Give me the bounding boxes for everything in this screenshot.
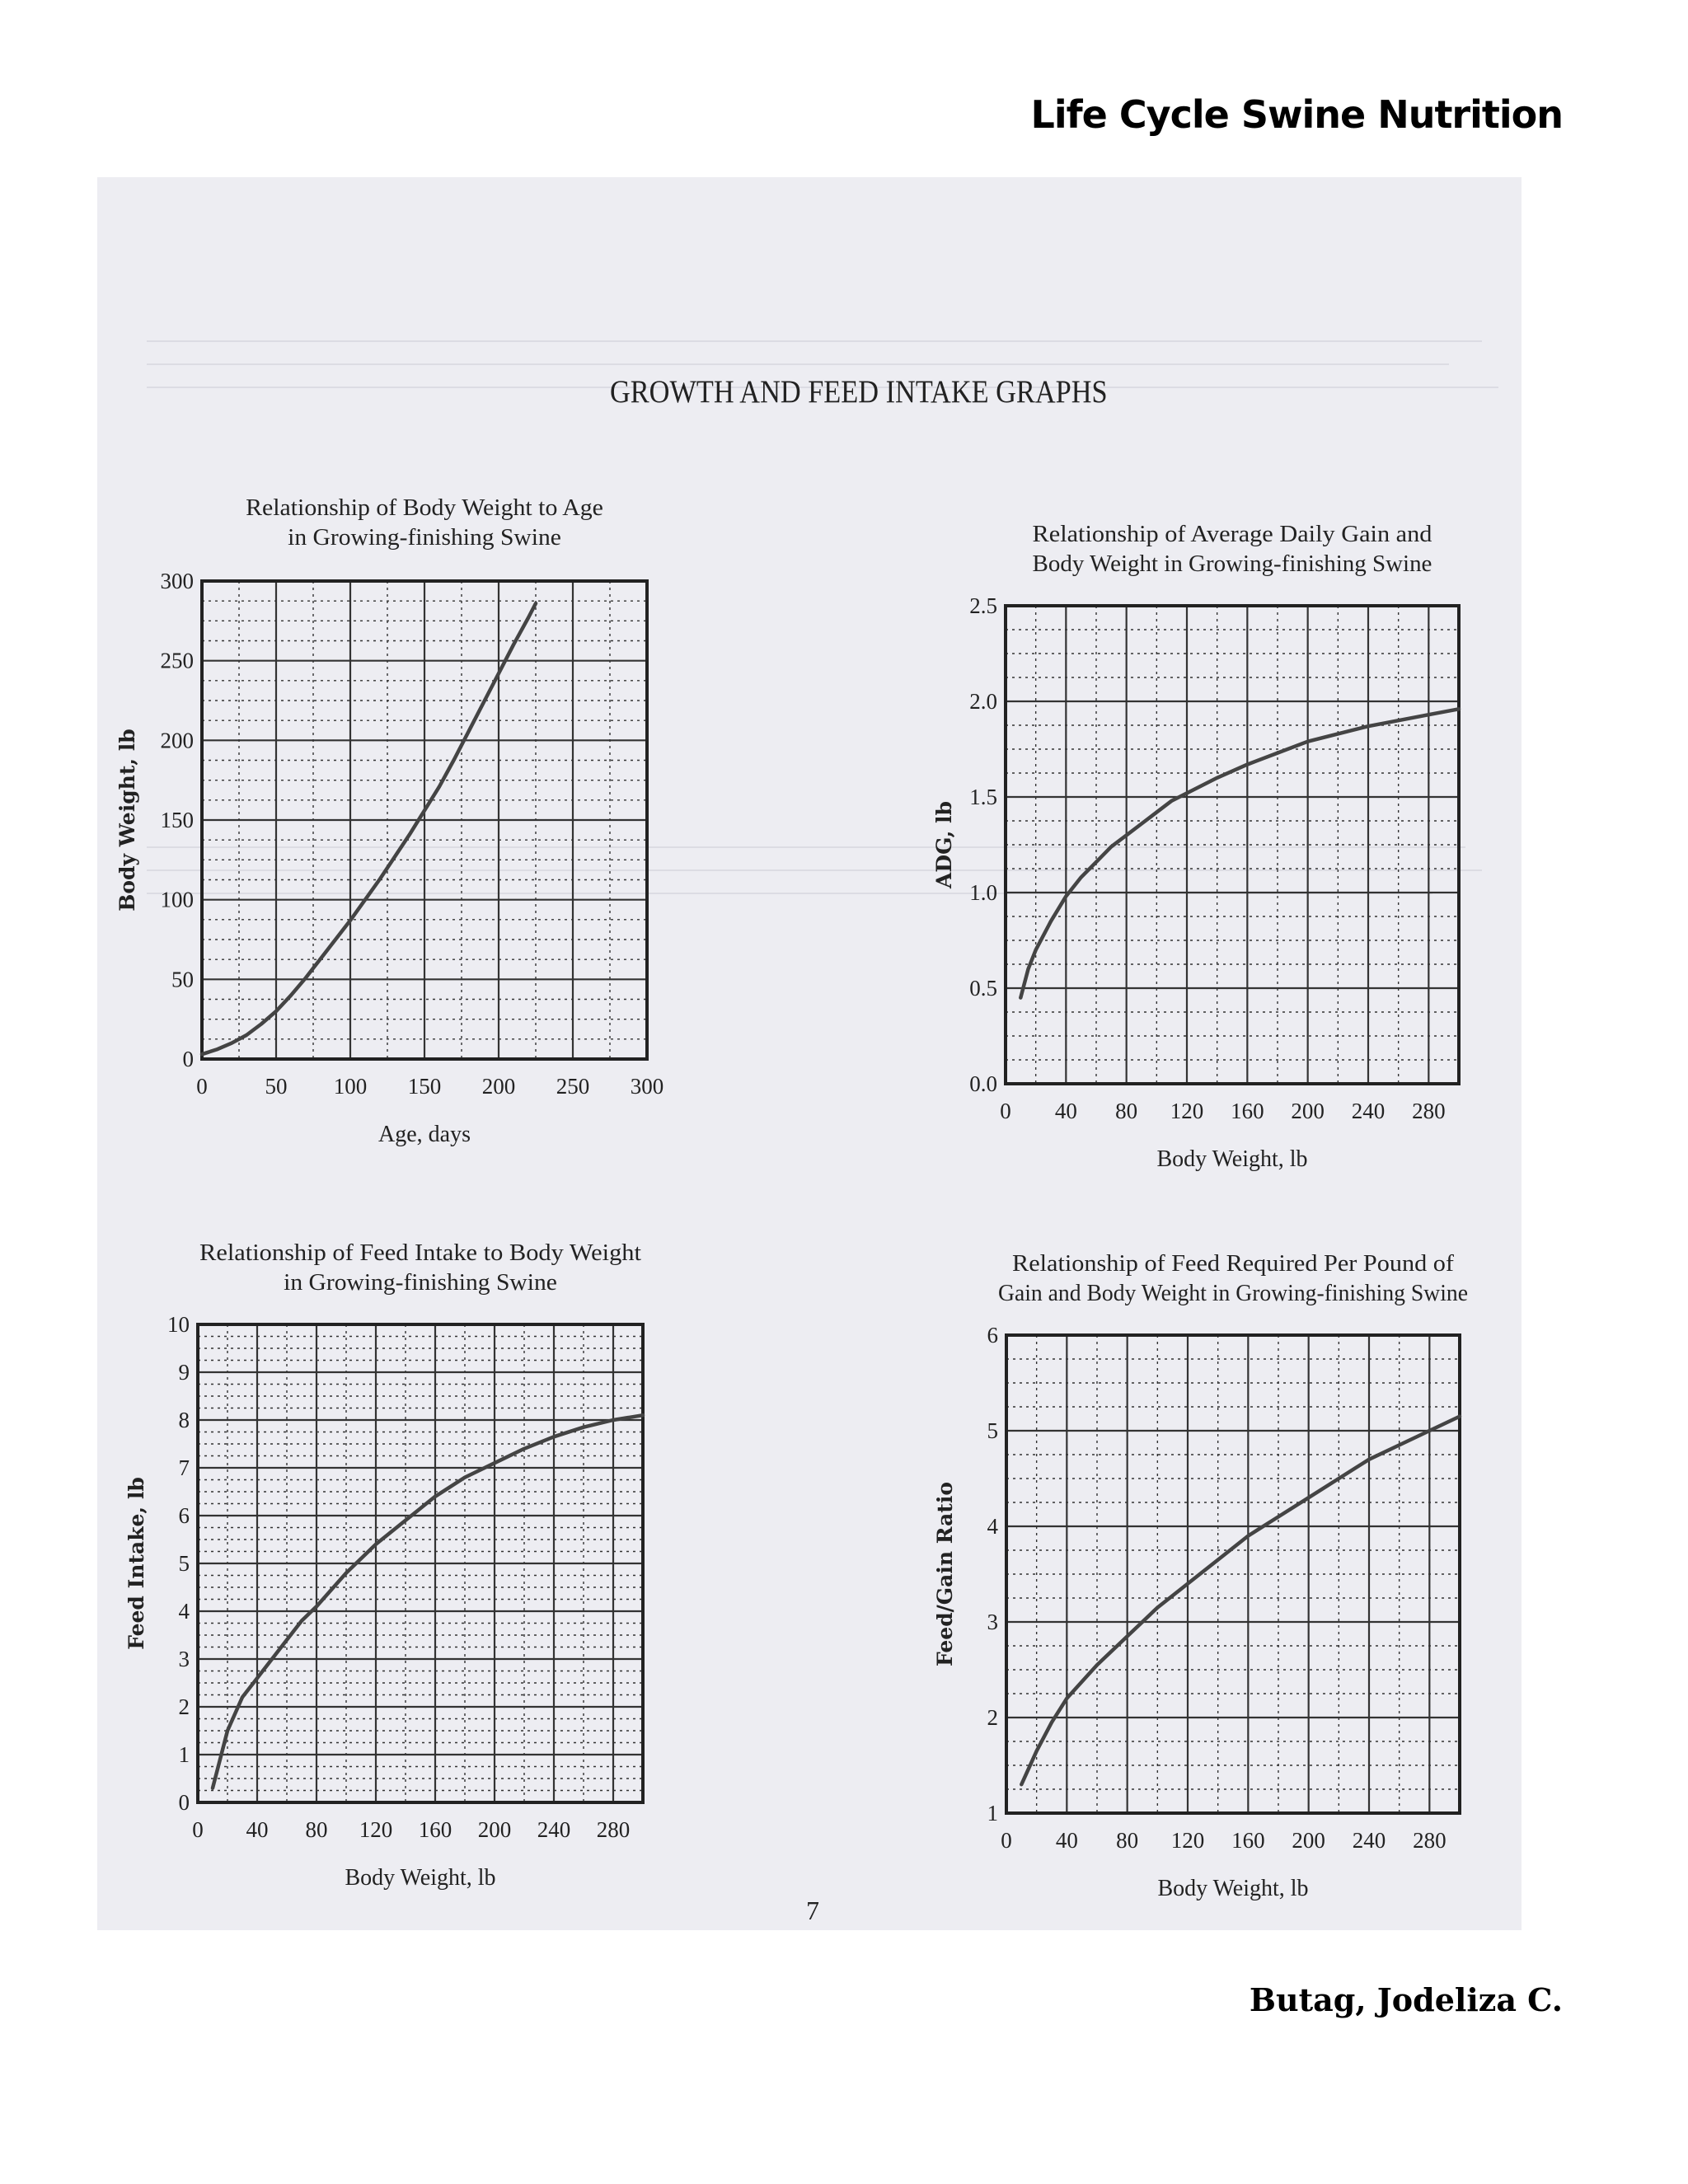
chart-title: Relationship of Body Weight to Age [246, 494, 603, 521]
data-point [1020, 1783, 1024, 1786]
x-tick-label: 280 [1413, 1828, 1447, 1853]
y-tick-label: 10 [167, 1312, 190, 1337]
y-tick-label: 1 [987, 1801, 998, 1825]
y-tick-label: 2 [987, 1705, 998, 1730]
data-point [1276, 752, 1279, 755]
y-tick-label: 0 [182, 1047, 194, 1071]
x-tick-label: 200 [1292, 1828, 1325, 1853]
x-axis-label: Body Weight, lb [1157, 1876, 1309, 1901]
chart-svg [97, 482, 1522, 1174]
data-point [1247, 1535, 1250, 1538]
data-point [1217, 1558, 1220, 1562]
chart-title: Relationship of Feed Intake to Body Weight [199, 1240, 641, 1266]
x-tick-label: 80 [1116, 1828, 1139, 1853]
header-title: Life Cycle Swine Nutrition [1030, 92, 1563, 137]
y-axis-label: Body Weight, lb [115, 729, 139, 912]
y-tick-label: 100 [160, 887, 194, 912]
data-point [1246, 763, 1250, 766]
y-tick-label: 0.5 [969, 976, 997, 1001]
series-line [1021, 1417, 1460, 1785]
data-point [1428, 713, 1431, 716]
y-tick-label: 5 [987, 1418, 998, 1443]
y-axis-label: Feed/Gain Ratio [933, 1482, 957, 1666]
data-point [1458, 1415, 1461, 1418]
bleed-through-line [147, 363, 1449, 365]
x-axis-label: Body Weight, lb [345, 1865, 496, 1891]
chart-minor-grid [1006, 606, 1459, 1084]
x-axis-label: Age, days [378, 1122, 471, 1147]
x-tick-label: 300 [630, 1074, 664, 1099]
data-point [1110, 846, 1114, 849]
x-tick-label: 200 [481, 1074, 516, 1099]
data-point [1367, 1458, 1371, 1461]
data-point [1398, 1444, 1401, 1447]
data-point [1065, 895, 1068, 898]
y-axis-label: ADG, lb [932, 801, 956, 888]
x-axis-label: Body Weight, lb [1156, 1146, 1308, 1172]
data-point [1095, 860, 1098, 864]
series-line [1020, 709, 1459, 997]
x-tick-label: 280 [596, 1817, 631, 1842]
y-tick-label: 4 [987, 1514, 998, 1539]
y-tick-label: 150 [160, 808, 194, 832]
x-tick-label: 80 [1115, 1099, 1138, 1123]
x-tick-label: 0 [1001, 1828, 1012, 1853]
data-point [1035, 1750, 1039, 1753]
x-tick-label: 120 [1170, 1099, 1204, 1123]
data-point [1307, 1496, 1311, 1499]
data-point [1428, 1429, 1432, 1432]
data-point [1338, 1477, 1341, 1480]
x-tick-label: 250 [556, 1074, 590, 1099]
scanned-page [97, 177, 1522, 1930]
data-point [1034, 949, 1038, 952]
chart-feed-gain-vs-body-weight [97, 1240, 1522, 1930]
y-tick-label: 8 [178, 1408, 190, 1432]
bleed-through-line [147, 340, 1482, 342]
x-tick-label: 160 [1231, 1099, 1264, 1123]
x-tick-label: 240 [537, 1817, 571, 1842]
x-tick-label: 160 [1231, 1828, 1265, 1853]
x-tick-label: 200 [477, 1817, 512, 1842]
chart-svg [97, 1240, 1522, 1930]
y-tick-label: 0 [178, 1790, 190, 1815]
y-axis-label: Feed Intake, lb [124, 1477, 148, 1650]
y-tick-label: 200 [160, 728, 194, 753]
data-point [1126, 1635, 1129, 1638]
x-tick-label: 120 [1170, 1828, 1205, 1853]
data-point [1185, 792, 1189, 795]
y-tick-label: 2.5 [969, 593, 997, 618]
chart-minor-grid [1006, 1335, 1460, 1813]
data-point [1156, 811, 1159, 814]
data-point [1367, 724, 1370, 728]
data-point [1080, 876, 1083, 879]
x-tick-label: 240 [1352, 1828, 1386, 1853]
data-point [1306, 740, 1310, 743]
data-point [1156, 1606, 1160, 1610]
x-tick-label: 200 [1291, 1099, 1325, 1123]
data-point [1186, 1582, 1189, 1586]
footer-author: Butag, Jodeliza C. [1249, 1981, 1563, 2018]
data-point [1170, 799, 1174, 803]
x-tick-label: 40 [246, 1817, 269, 1842]
y-tick-label: 7 [178, 1455, 190, 1480]
chart-subtitle: Gain and Body Weight in Growing-finishing Swine [998, 1280, 1468, 1306]
data-point [1050, 1721, 1053, 1724]
data-point [1277, 1516, 1280, 1519]
chart-title: Relationship of Feed Required Per Pound of [1012, 1250, 1455, 1277]
y-tick-label: 250 [160, 648, 194, 673]
data-point [1457, 707, 1461, 710]
y-tick-label: 0.0 [969, 1071, 997, 1096]
y-tick-label: 3 [987, 1610, 998, 1634]
x-tick-label: 40 [1054, 1099, 1077, 1123]
data-point [1020, 996, 1023, 1000]
y-tick-label: 3 [178, 1647, 190, 1671]
x-tick-label: 0 [1000, 1099, 1011, 1123]
chart-adg-vs-body-weight [97, 482, 1522, 1174]
x-tick-label: 0 [196, 1074, 208, 1099]
data-point [1049, 920, 1053, 923]
chart-subtitle: in Growing-finishing Swine [284, 1269, 557, 1296]
data-point [1337, 733, 1340, 736]
y-tick-label: 1.0 [969, 880, 997, 905]
y-tick-label: 1.5 [969, 785, 997, 809]
x-tick-label: 120 [359, 1817, 393, 1842]
data-point [1066, 1697, 1069, 1700]
y-tick-label: 9 [178, 1360, 190, 1385]
y-tick-label: 50 [171, 967, 194, 992]
data-point [1140, 823, 1143, 826]
chart-subtitle: in Growing-finishing Swine [288, 524, 561, 551]
page-number: 7 [806, 1896, 819, 1925]
y-tick-label: 5 [178, 1551, 190, 1576]
x-tick-label: 80 [305, 1817, 328, 1842]
y-tick-label: 300 [160, 569, 194, 593]
y-tick-label: 6 [178, 1503, 190, 1528]
chart-subtitle: Body Weight in Growing-finishing Swine [1032, 551, 1432, 577]
data-point [1397, 719, 1400, 722]
x-tick-label: 100 [333, 1074, 368, 1099]
x-tick-label: 160 [418, 1817, 452, 1842]
data-point [1125, 834, 1128, 837]
data-point [1095, 1663, 1099, 1666]
x-tick-label: 240 [1351, 1099, 1386, 1123]
y-tick-label: 1 [178, 1742, 190, 1767]
x-tick-label: 40 [1055, 1828, 1078, 1853]
x-tick-label: 280 [1412, 1099, 1446, 1123]
x-tick-label: 150 [407, 1074, 442, 1099]
x-tick-label: 0 [192, 1817, 204, 1842]
y-tick-label: 6 [987, 1323, 998, 1347]
x-tick-label: 50 [265, 1074, 288, 1099]
data-point [1027, 968, 1030, 971]
y-tick-label: 2.0 [969, 689, 997, 714]
y-tick-label: 4 [178, 1599, 190, 1624]
chart-title: Relationship of Average Daily Gain and [1032, 521, 1432, 547]
y-tick-label: 2 [178, 1694, 190, 1719]
data-point [1216, 776, 1219, 780]
graphs-main-title: GROWTH AND FEED INTAKE GRAPHS [610, 374, 1108, 410]
